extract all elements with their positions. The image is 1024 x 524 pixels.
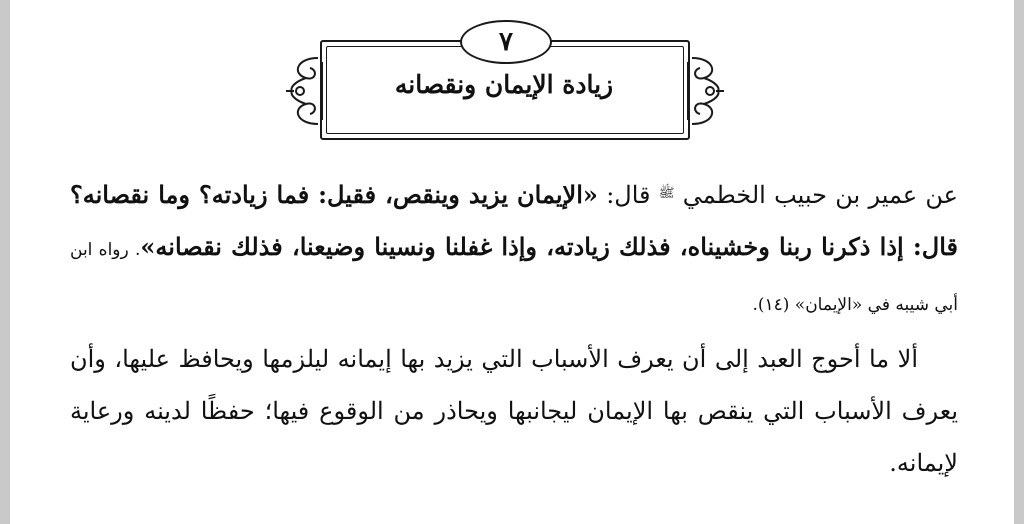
said-text: قال: (597, 181, 659, 209)
honorific-symbol: ﷺ (658, 186, 675, 201)
chapter-title: زيادة الإيمان ونقصانه (394, 70, 614, 99)
narrator-intro: عن عمير بن حبيب الخطمي (682, 181, 958, 209)
source-citation: . رواه ابن أبي شيبه في «الإيمان» (١٤). (70, 240, 958, 315)
body-text (70, 168, 958, 489)
hadith-quote: «الإيمان يزيد وينقص، فقيل: فما زيادته؟ وما نقصانه؟ قال: إذا ذكرنا ربنا وخشيناه، فذلك زيادته، وإذا غفلنا ونسينا وضيعنا، فذلك نقصانه» (70, 180, 959, 261)
page-edge-left (0, 0, 10, 524)
chapter-number: ٧ (460, 20, 552, 64)
commentary-paragraph: ألا ما أحوج العبد إلى أن يعرف الأسباب التي يزيد بها إيمانه ليلزمها ويحافظ عليها، وأن يعرف الأسباب التي ينقص بها الإيمان ليجانبها ويحاذر من الوقوع فيها؛ حفظًا لدينه ورعاية لإيمانه. (70, 345, 958, 477)
chapter-header (282, 18, 728, 138)
hadith-paragraph (70, 168, 958, 331)
page-edge-right (1014, 0, 1024, 524)
